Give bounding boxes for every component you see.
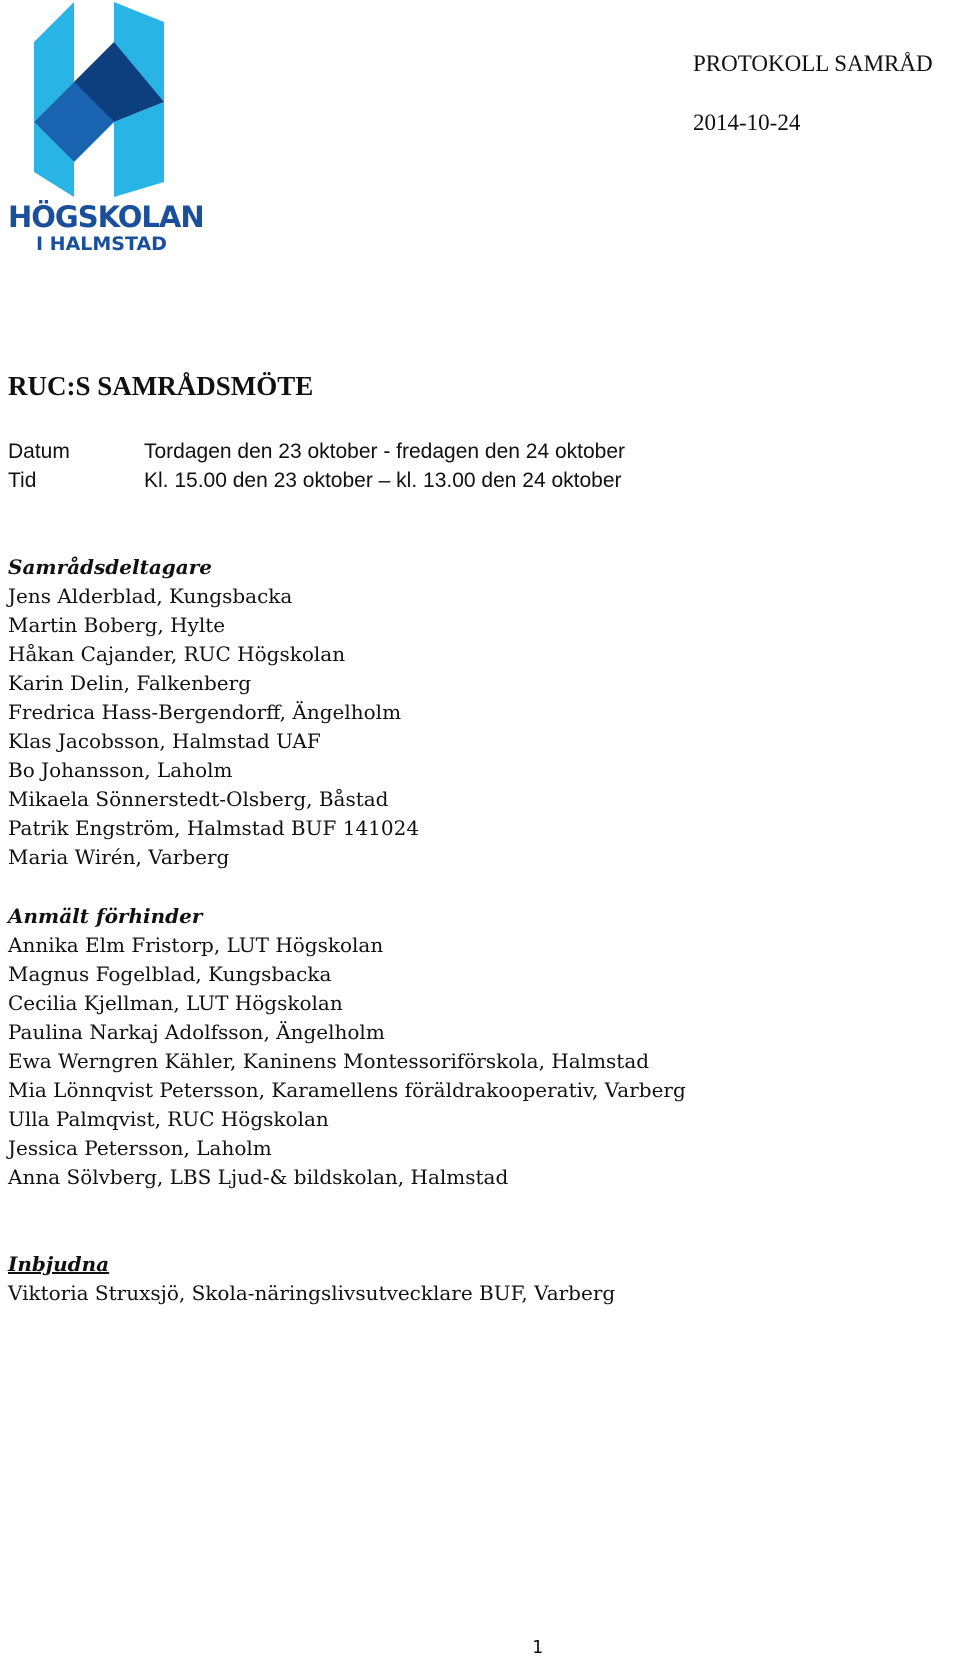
list-item: Magnus Fogelblad, Kungsbacka [8,962,332,986]
list-item: Anna Sölvberg, LBS Ljud-& bildskolan, Halmstad [8,1165,509,1189]
logo-text-line1: HÖGSKOLAN [8,200,204,234]
list-item: Mia Lönnqvist Petersson, Karamellens föräldrakooperativ, Varberg [8,1078,686,1102]
section-heading: Anmält förhinder [8,904,203,928]
list-item: Klas Jacobsson, Halmstad UAF [8,729,321,753]
document-date: 2014-10-24 [693,110,801,135]
section-heading: Samrådsdeltagare [8,555,213,579]
meta-label: Datum [8,440,70,463]
section-heading: Inbjudna [8,1252,110,1276]
list-item: Fredrica Hass-Bergendorff, Ängelholm [8,700,402,724]
list-item: Cecilia Kjellman, LUT Högskolan [8,991,343,1015]
meeting-meta [8,437,625,495]
page-number: 1 [532,1637,543,1658]
list-item: Maria Wirén, Varberg [8,845,230,869]
list-item: Paulina Narkaj Adolfsson, Ängelholm [8,1020,385,1044]
list-item: Patrik Engström, Halmstad BUF 141024 [8,816,420,840]
meta-row-time [8,466,625,495]
list-item: Mikaela Sönnerstedt-Olsberg, Båstad [8,787,389,811]
meta-value: Tordagen den 23 oktober - fredagen den 24 oktober [144,440,626,463]
list-item: Martin Boberg, Hylte [8,613,226,637]
logo-text-line2: I HALMSTAD [36,233,167,255]
list-item: Jessica Petersson, Laholm [8,1136,272,1160]
meta-label: Tid [8,469,37,492]
hogskolan-logo [4,0,204,260]
meta-value: Kl. 15.00 den 23 oktober – kl. 13.00 den 24 oktober [144,469,622,492]
absent-section [8,902,686,1192]
list-item: Viktoria Struxsjö, Skola-näringslivsutvecklare BUF, Varberg [8,1281,616,1305]
page-title: RUC:S SAMRÅDSMÖTE [8,371,314,401]
invited-section [8,1250,615,1308]
meta-row-date [8,437,625,466]
list-item: Ewa Werngren Kähler, Kaninens Montessoriförskola, Halmstad [8,1049,650,1073]
document-type: PROTOKOLL SAMRÅD [693,51,933,76]
list-item: Håkan Cajander, RUC Högskolan [8,642,346,666]
list-item: Jens Alderblad, Kungsbacka [8,584,293,608]
list-item: Karin Delin, Falkenberg [8,671,251,695]
list-item: Bo Johansson, Laholm [8,758,233,782]
logo-mark-icon [34,2,184,197]
list-item: Annika Elm Fristorp, LUT Högskolan [8,933,384,957]
participants-section [8,553,419,872]
list-item: Ulla Palmqvist, RUC Högskolan [8,1107,329,1131]
